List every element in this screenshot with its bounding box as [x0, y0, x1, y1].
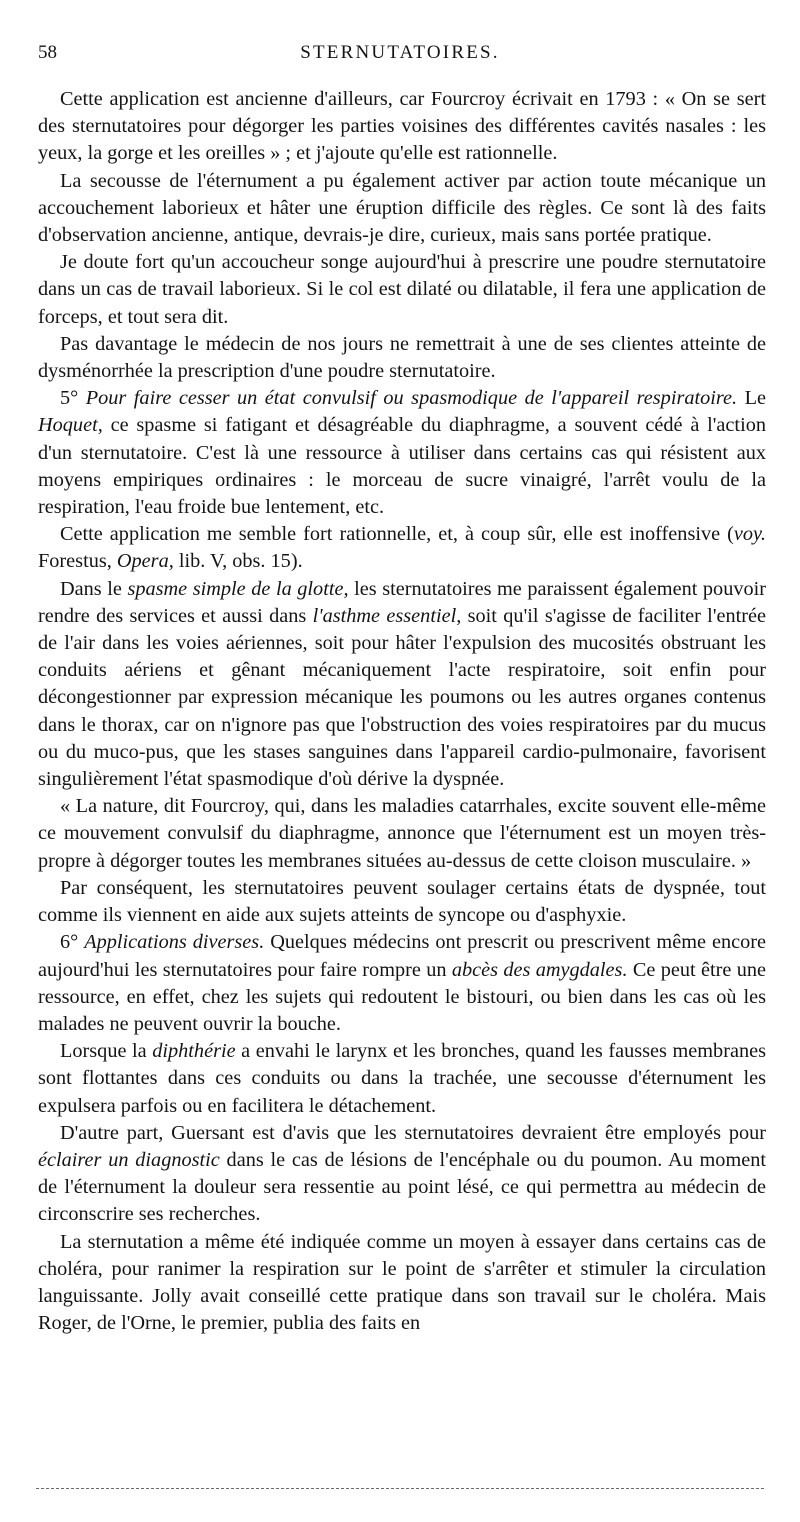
section-heading-5: Pour faire cesser un état convulsif ou spasmodique de l'appareil respiratoire. [85, 387, 738, 410]
paragraph-4: Pas davantage le médecin de nos jours ne remettrait à une de ses clientes atteinte de dysménorrhée la prescription d'une poudre sternutatoire. [38, 332, 766, 383]
section-number-5: 5° [60, 387, 86, 410]
term-spasme-glotte: spasme simple de la glotte, [127, 577, 349, 600]
running-title: STERNUTATOIRES. [300, 42, 500, 63]
term-abces: abcès des amygdales. [451, 958, 628, 981]
paragraph-7-text-c: soit qu'il s'agisse de faciliter l'entrée de l'air dans les voies aériennes, soit pour hâter l'expulsion des mucosités obstruant les conduits aériens et gênant mécaniquement l'acte respiratoire, soit enfin pour décongestionner par expression mécanique les poumons ou les autres organes contenus dans le thorax, car on n'ignore pas que l'obstruction des voies respiratoires par du mucus ou du muco-pus, que les stases sanguines dans l'appareil cardio-pulmonaire, favorisent singulièrement l'état spasmodique d'où dérive la dyspnée. [38, 604, 767, 791]
page-header [38, 38, 762, 66]
paragraph-9: Par conséquent, les sternutatoires peuvent soulager certains états de dyspnée, tout comme ils viennent en aide aux sujets atteints de syncope ou d'asphyxie. [38, 876, 766, 927]
paragraph-7-text-b: les sternutatoires me paraissent également pouvoir rendre des services et aussi dans [38, 577, 767, 627]
paragraph-5-text-b: ce spasme si fatigant et désagréable du diaphragme, a souvent cédé à l'action d'un sternutatoire. C'est là une ressource à utiliser dans certains cas qui résistent aux moyens empiriques ordinaires : le morceau de sucre vinaigré, l'arrêt voulu de la respiration, l'eau froide bue lentement, etc. [38, 414, 766, 519]
paragraph-11-text-b: a envahi le larynx et les bronches, quand les fausses membranes sont flottantes dans ces conduits ou dans la trachée, une secousse d'éternument les expulsera parfois ou en facilitera le détachement. [38, 1040, 766, 1117]
term-asthme: l'asthme essentiel, [312, 604, 462, 627]
paragraph-6-text-a: Cette application me semble fort rationnelle, et, à coup sûr, elle est inoffensive ( [60, 523, 734, 546]
paragraph-7-text-a: Dans le [60, 577, 128, 600]
paragraph-5 [38, 385, 766, 521]
footer-rule [36, 1488, 764, 1489]
paragraph-13: La sternutation a même été indiquée comme un moyen à essayer dans certains cas de choléra, pour ranimer la respiration sur le point de s'arrêter et stimuler la circulation languissante. Jolly avait conseillé cette pratique dans son travail sur le choléra. Mais Roger, de l'Orne, le premier, publia des faits en [38, 1230, 766, 1335]
section-heading-6: Applications diverses. [84, 931, 265, 954]
paragraph-6-text-c: lib. V, obs. 15). [173, 550, 303, 573]
paragraph-8-quotation: « La nature, dit Fourcroy, qui, dans les maladies catarrhales, excite souvent elle-même ce mouvement convulsif du diaphragme, annonce que l'éternument est un moyen très-propre à dégorger toutes les membranes situées au-dessus de cette cloison musculaire. » [38, 795, 766, 872]
paragraph-5-text-a: Le [737, 387, 766, 410]
paragraph-3: Je doute fort qu'un accoucheur songe aujourd'hui à prescrire une poudre sternutatoire dans un cas de travail laborieux. Si le col est dilaté ou dilatable, il fera une application de forceps, et tout sera dit. [38, 251, 766, 328]
paragraph-2: La secousse de l'éternument a pu également activer par action toute mécanique un accouchement laborieux et hâter une éruption difficile des règles. Ce sont là des faits d'observation ancienne, antique, devrais-je dire, curieux, mais sans portée pratique. [38, 169, 766, 247]
paragraph-11-text-a: Lorsque la [60, 1040, 153, 1063]
term-eclairer-diagnostic: éclairer un diagnostic [38, 1148, 220, 1171]
paragraph-6 [38, 521, 766, 575]
page-number: 58 [38, 42, 57, 63]
term-diphtherie: diphthérie [152, 1040, 236, 1063]
paragraph-10 [38, 929, 766, 1038]
paragraph-10-text-a: Quelques médecins ont prescrit ou prescrivent même encore aujourd'hui les sternutatoires pour faire rompre un [38, 931, 766, 981]
paragraph-6-text-b: Forestus, [38, 550, 117, 573]
term-opera: Opera, [116, 550, 174, 573]
section-number-6: 6° [60, 931, 85, 954]
paragraph-7 [38, 576, 766, 794]
paragraph-10-text-b: Ce peut être une ressource, en effet, chez les sujets qui redoutent le bistouri, ou bien dans les cas où les malades ne peuvent ouvrir la bouche. [38, 958, 766, 1035]
paragraph-11 [38, 1038, 766, 1120]
paragraph-12-text-b: dans le cas de lésions de l'encéphale ou du poumon. Au moment de l'éternument la douleur sera ressentie au point lésé, ce qui permettra au médecin de circonscrire ses recherches. [38, 1148, 766, 1226]
paragraph-12 [38, 1120, 766, 1229]
paragraph-1: Cette application est ancienne d'ailleurs, car Fourcroy écrivait en 1793 : « On se sert des sternutatoires pour dégorger les parties voisines des différentes cavités nasales : les yeux, la gorge et les oreilles » ; et j'ajoute qu'elle est rationnelle. [38, 88, 766, 165]
term-voy: voy. [733, 523, 766, 546]
body-text [38, 86, 766, 1337]
paragraph-12-text-a: D'autre part, Guersant est d'avis que les sternutatoires devraient être employés pour [60, 1121, 766, 1144]
term-hoquet: Hoquet, [38, 414, 103, 437]
